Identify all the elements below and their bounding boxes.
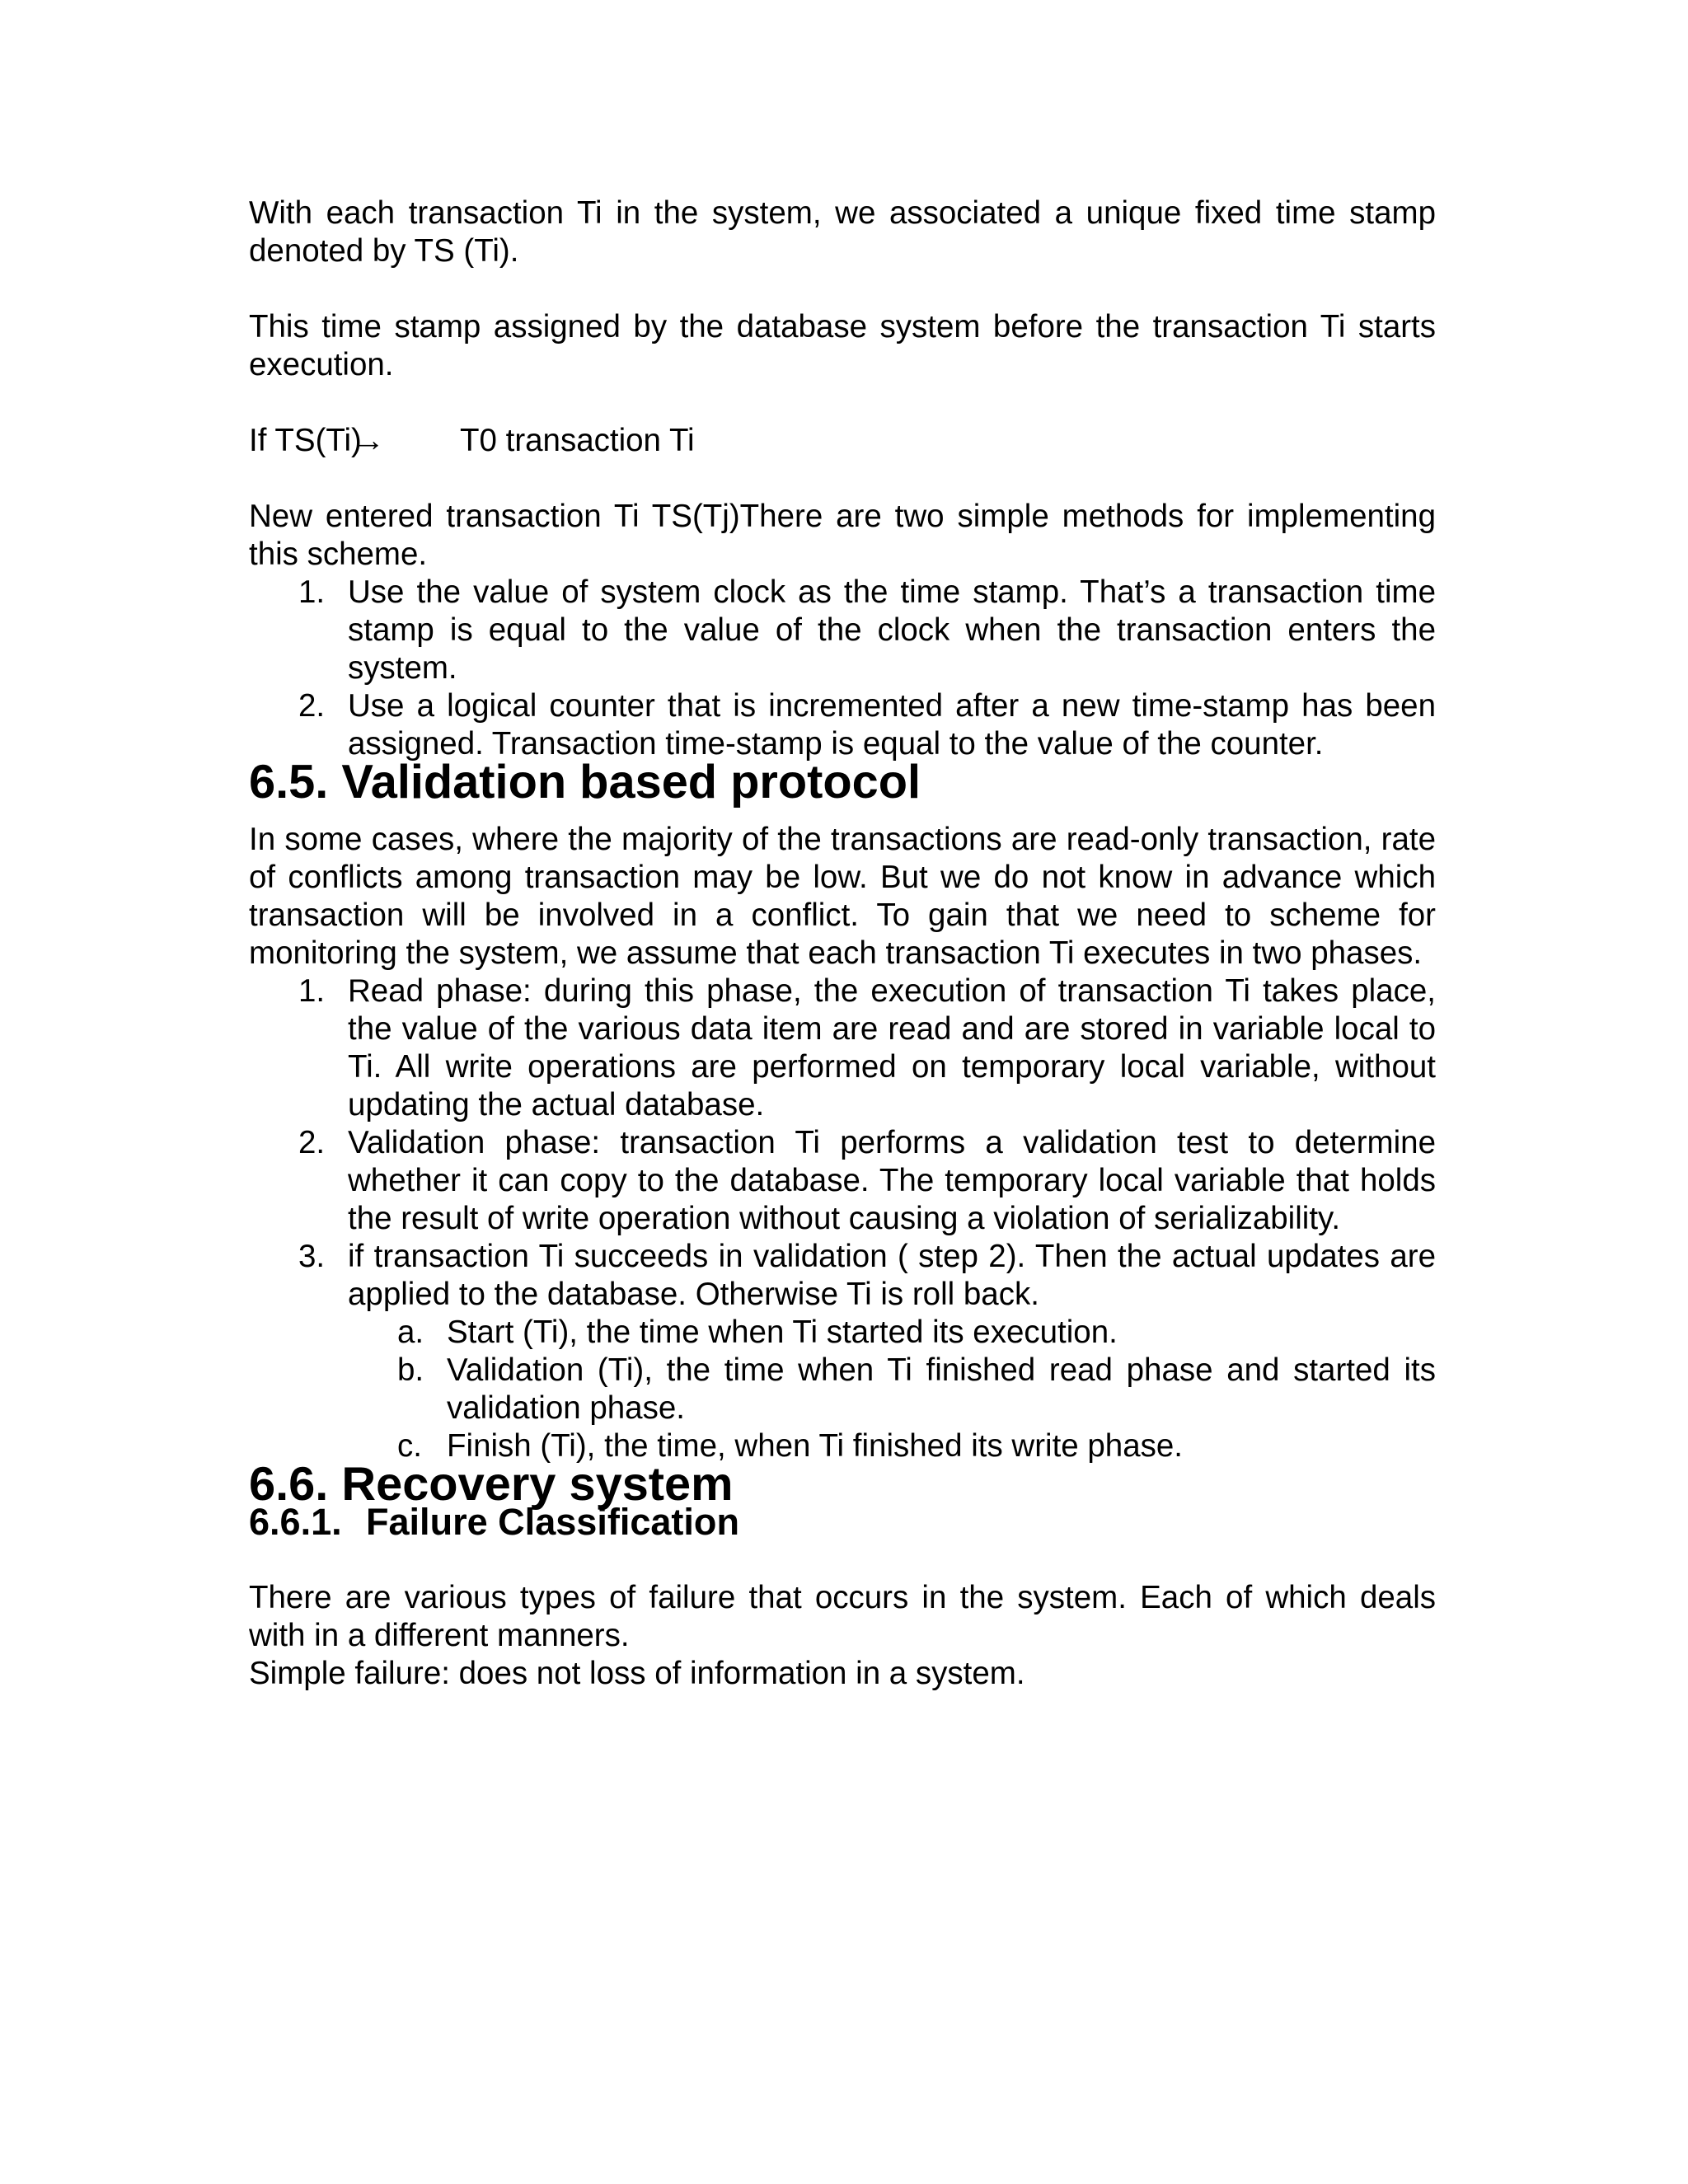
list-item-text: if transaction Ti succeeds in validation ( step 2). Then the actual updates are applied to the database. Otherwise Ti is roll back. — [348, 1239, 1436, 1312]
intro-paragraph-1: With each transaction Ti in the system, we associated a unique fixed time stamp denoted by TS (Ti). — [249, 195, 1436, 269]
sublist-marker: a. — [397, 1315, 424, 1350]
intro-paragraph-2: This time stamp assigned by the database system before the transaction Ti starts execution. — [249, 309, 1436, 382]
list-item — [249, 972, 1436, 1124]
recovery-paragraph-1: There are various types of failure that occurs in the system. Each of which deals with in a different manners. — [249, 1580, 1436, 1653]
list-item — [249, 1238, 1436, 1465]
methods-list — [249, 574, 1436, 763]
sublist-item-text: Finish (Ti), the time, when Ti finished its write phase. — [447, 1428, 1183, 1464]
right-arrow-icon: → — [353, 423, 385, 458]
list-item — [249, 687, 1436, 763]
recovery-paragraph-2: Simple failure: does not loss of information in a system. — [249, 1656, 1025, 1691]
list-marker: 2. — [298, 1125, 326, 1160]
formula-right: T0 transaction Ti — [460, 423, 695, 458]
list-item-text: Validation phase: transaction Ti performs a validation test to determine whether it can copy to the database. The temporary local variable that holds the result of write operation without causing a violation of serializability. — [348, 1125, 1436, 1236]
sublist-marker: c. — [397, 1428, 422, 1464]
intro-paragraph-3: New entered transaction Ti TS(Tj)There are two simple methods for implementing this scheme. — [249, 499, 1436, 572]
sublist-item — [348, 1427, 1436, 1465]
validation-paragraph: In some cases, where the majority of the transactions are read-only transaction, rate of conflicts among transaction may be low. But we do not know in advance which transaction will be involved in a conflict. To gain that we need to scheme for monitoring the system, we assume that each transaction Ti executes in two phases. — [249, 822, 1436, 971]
subsection-number: 6.6.1. — [249, 1501, 342, 1543]
list-marker: 1. — [298, 973, 326, 1009]
sublist-item — [348, 1314, 1436, 1352]
sublist-item-text: Validation (Ti), the time when Ti finished read phase and started its validation phase. — [447, 1352, 1436, 1426]
phases-list — [249, 972, 1436, 1465]
section-heading-validation: 6.5. Validation based protocol — [249, 756, 921, 808]
sublist-marker: b. — [397, 1352, 424, 1388]
list-marker: 1. — [298, 574, 326, 610]
formula-left: If TS(Ti) — [249, 423, 362, 458]
list-marker: 3. — [298, 1239, 326, 1274]
sublist-item-text: Start (Ti), the time when Ti started its execution. — [447, 1315, 1118, 1350]
subsection-heading-failure-classification — [249, 1503, 1436, 1541]
timestamp-formula — [249, 422, 1436, 460]
sublist-item — [348, 1352, 1436, 1427]
subsection-title: Failure Classification — [366, 1501, 739, 1543]
list-marker: 2. — [298, 688, 326, 724]
document-page — [249, 194, 1436, 1693]
timestamps-sublist — [348, 1314, 1436, 1465]
list-item — [249, 574, 1436, 687]
list-item-text: Use the value of system clock as the time stamp. That’s a transaction time stamp is equal to the value of the clock when the transaction enters the system. — [348, 574, 1436, 686]
section-heading-recovery: 6.6. Recovery system — [249, 1458, 734, 1511]
list-item-text: Read phase: during this phase, the execution of transaction Ti takes place, the value of the various data item are read and are stored in variable local to Ti. All write operations are performed on temporary local variable, without updating the actual database. — [348, 973, 1436, 1122]
list-item — [249, 1124, 1436, 1238]
list-item-text: Use a logical counter that is incremented after a new time-stamp has been assigned. Transaction time-stamp is equal to the value of the counter. — [348, 688, 1436, 762]
